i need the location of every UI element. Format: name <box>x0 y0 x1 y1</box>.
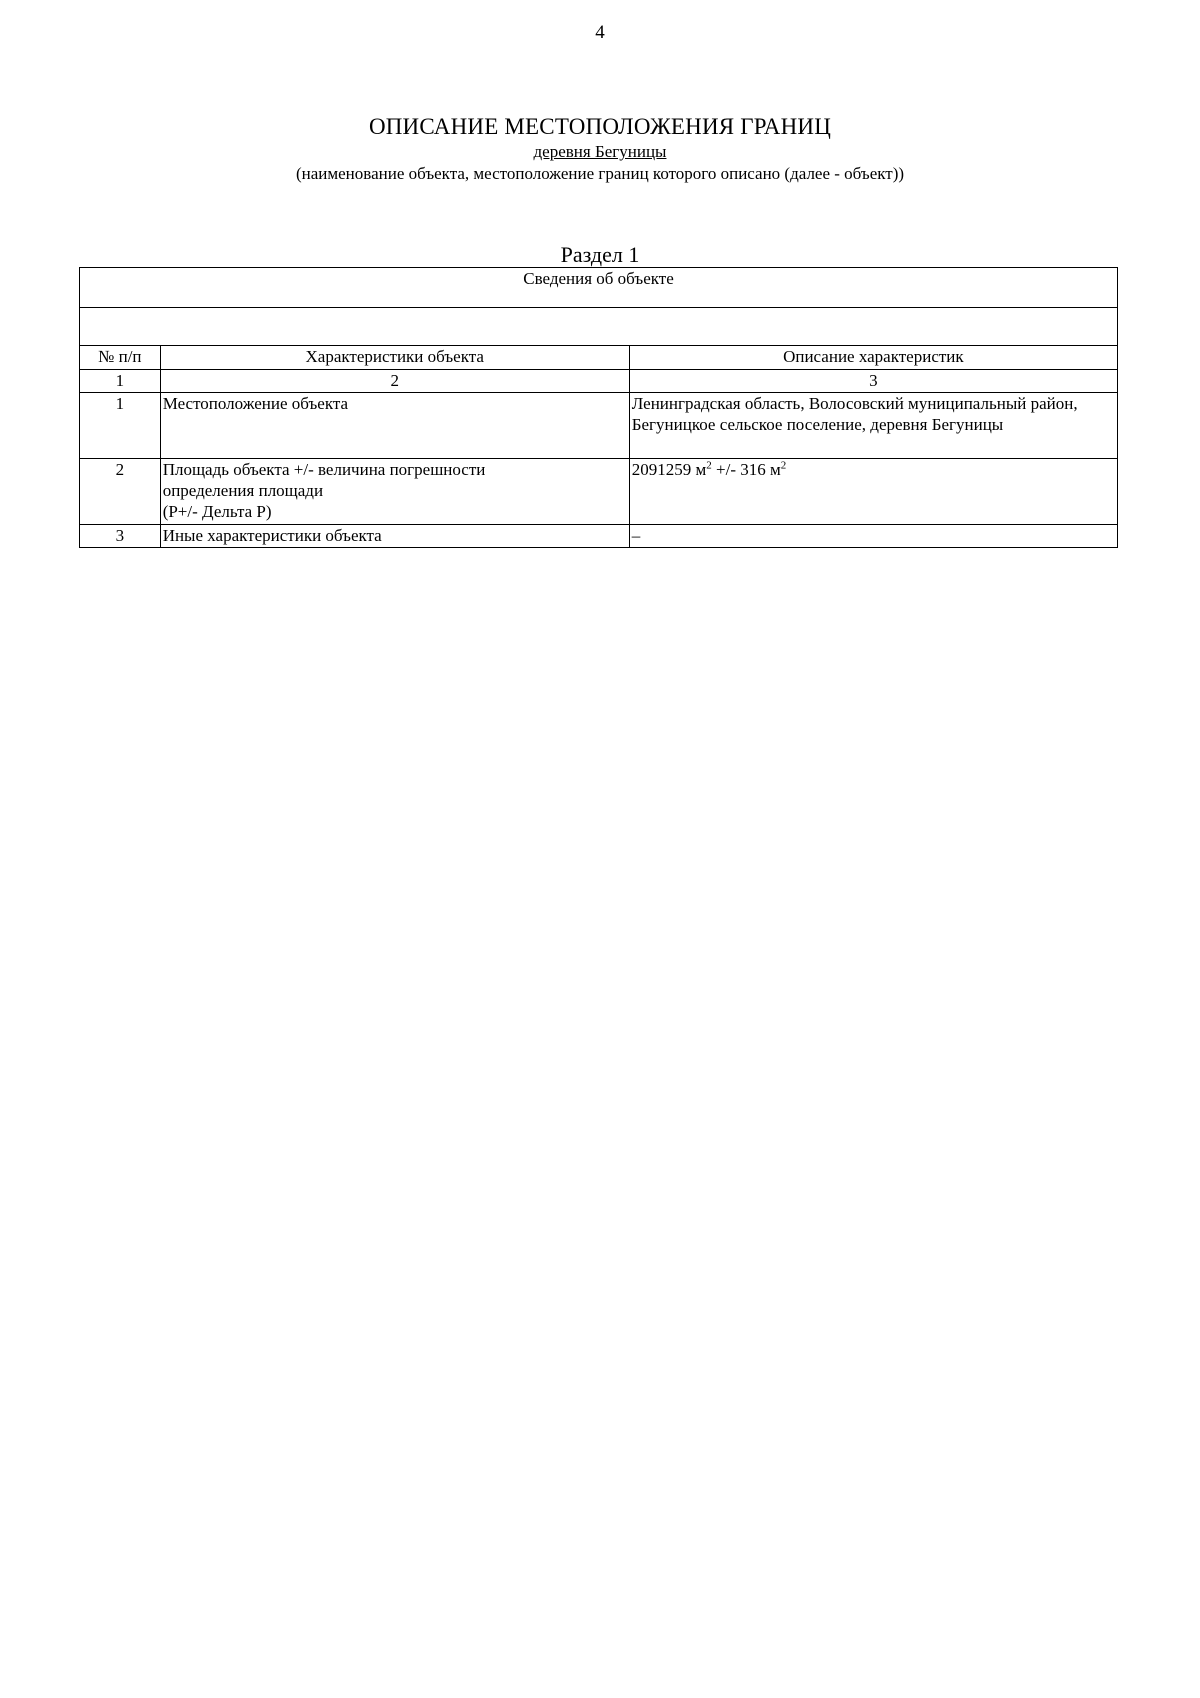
column-number-2: 2 <box>160 370 629 393</box>
row-description: – <box>629 525 1117 548</box>
column-header-characteristics: Характеристики объекта <box>160 346 629 370</box>
area-unit-superscript: 2 <box>706 459 712 472</box>
object-name: деревня Бегуницы <box>533 142 667 161</box>
characteristic-line: определения площади <box>162 481 324 500</box>
row-characteristic: Местоположение объекта <box>160 393 629 459</box>
row-description <box>629 459 1117 525</box>
area-value: 2091259 м <box>631 460 707 479</box>
table-empty-cell <box>80 308 1118 346</box>
column-header-description: Описание характеристик <box>629 346 1117 370</box>
column-header-row <box>80 346 1118 370</box>
table-row <box>80 525 1118 548</box>
characteristic-line: (Р+/- Дельта Р) <box>162 502 272 521</box>
object-caption: (наименование объекта, местоположение границ которого описано (далее - объект)) <box>295 164 905 183</box>
area-error-superscript: 2 <box>780 459 787 472</box>
column-header-number: № п/п <box>80 346 161 370</box>
object-name-line <box>0 142 1200 162</box>
table-header-row <box>80 268 1118 308</box>
row-description: Ленинградская область, Волосовский муниципальный район, Бегуницкое сельское поселение, деревня Бегуницы <box>629 393 1117 459</box>
row-number: 2 <box>80 459 161 525</box>
document-title: ОПИСАНИЕ МЕСТОПОЛОЖЕНИЯ ГРАНИЦ <box>368 114 832 139</box>
column-number-3: 3 <box>629 370 1117 393</box>
object-info-table <box>79 267 1118 548</box>
column-number-1: 1 <box>80 370 161 393</box>
table-row <box>80 459 1118 525</box>
row-number: 1 <box>80 393 161 459</box>
section-title: Раздел 1 <box>560 242 640 267</box>
column-number-row <box>80 370 1118 393</box>
row-characteristic: Иные характеристики объекта <box>160 525 629 548</box>
characteristic-line: Площадь объекта +/- величина погрешности <box>162 460 486 479</box>
table-empty-row <box>80 308 1118 346</box>
page-number: 4 <box>595 22 605 43</box>
area-error: +/- 316 м <box>711 460 781 479</box>
row-characteristic <box>160 459 629 525</box>
row-number: 3 <box>80 525 161 548</box>
table-row <box>80 393 1118 459</box>
table-header: Сведения об объекте <box>80 268 1118 308</box>
